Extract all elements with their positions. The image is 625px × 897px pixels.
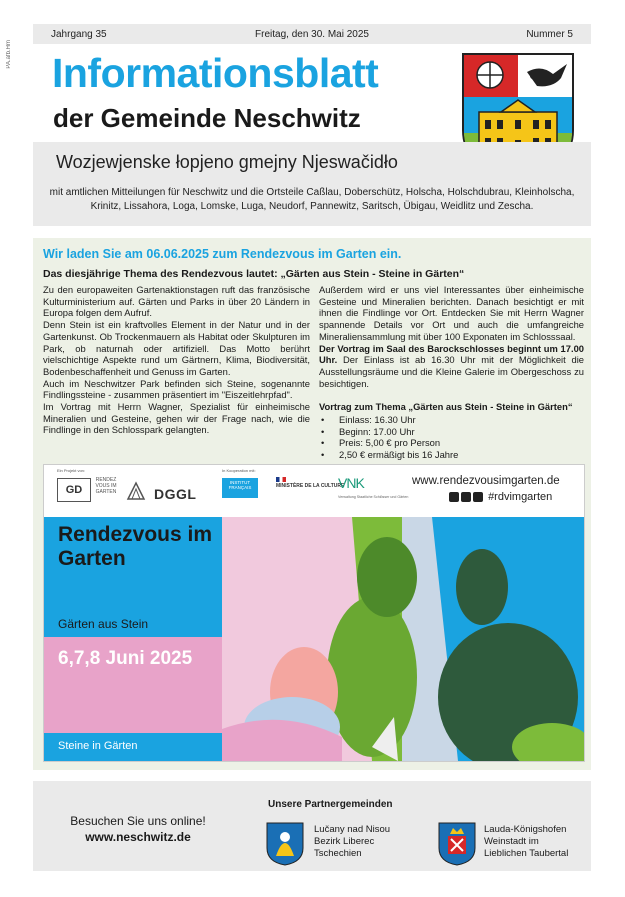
list-item: • Einlass: 16.30 Uhr [319, 414, 584, 426]
article-right-column [319, 284, 584, 461]
lecture-start-bold: Der Vortrag im Saal des Barockschlosses beginnt um 17.00 Uhr. [319, 342, 584, 366]
partner-line: Lieblichen Taubertal [484, 848, 569, 859]
list-item: • Preis: 5,00 € pro Person [319, 437, 584, 449]
dggl-mark-icon [126, 481, 146, 501]
poster-tagline: Steine in Gärten [58, 740, 138, 752]
list-item: • 2,50 € ermäßigt bis 16 Jahre [319, 449, 584, 461]
newsletter-title: Informationsblatt [52, 50, 379, 96]
partner-line: Lučany nad Nisou [314, 824, 391, 835]
rendezvous-logo: RENDEZ VOUS IM GARTEN [95, 477, 117, 495]
poster-title: Rendezvous im Garten [58, 523, 213, 570]
poster-hashtag: #rdvimgarten [488, 491, 553, 503]
article-paragraph: Zu den europaweiten Gartenaktionstagen ruft das französische Kulturministerium auf. Gärten und Parks in über 20 Ländern in Europa folgen dem Aufruf. [43, 284, 310, 319]
poster-logo-strip [44, 465, 584, 517]
vnk-logo: VNK [338, 475, 364, 491]
article-left-column [43, 284, 310, 436]
article-paragraph: Denn Stein ist ein kraftvolles Element in der Natur und in der Gartenkunst. Ob Trockenmauern als Habitat oder Skulpturen im Park, ob naturnah oder artifiziell. Das Motto berührt vielschichtige Aspekte rund um Gärtnern, Klima, Biodiversität, Bodenbeschaffenheit und Genuss im Garten. [43, 319, 310, 377]
french-flag-icon [276, 477, 286, 482]
sorbian-title: Wozjewjenske łopjeno gmejny Njeswačidło [56, 152, 398, 172]
admission-text: Der Einlass ist ab 16.30 Uhr mit der Möglichkeit die Ausstellungsräume und die Kleine Galerie im Obergeschoss zu besichtigen. [319, 354, 584, 389]
poster-website: www.rendezvousimgarten.de [412, 475, 560, 487]
poster-theme: Gärten aus Stein [58, 617, 149, 631]
issue-date: Freitag, den 30. Mai 2025 [255, 29, 369, 40]
youtube-icon [473, 492, 483, 502]
instagram-icon [449, 492, 459, 502]
event-poster [43, 464, 585, 762]
partner-lucany [314, 824, 390, 860]
volume-label: Jahrgang 35 [51, 29, 107, 40]
list-item: • Beginn: 17.00 Uhr [319, 426, 584, 438]
newsletter-subtitle: der Gemeinde Neschwitz [53, 103, 361, 133]
cooperation-label: In Kooperation mit: [222, 468, 256, 473]
vnk-subtext: Verwaltung Staatliche Schlösser und Gärten [338, 495, 409, 499]
partner-lauda [484, 824, 568, 860]
partner-line: Weinstadt im [484, 836, 539, 847]
top-bar [33, 24, 591, 44]
facebook-icon [461, 492, 471, 502]
ministere-culture-logo [276, 477, 344, 489]
social-media [449, 491, 552, 503]
visit-online-text: Besuchen Sie uns online! [70, 814, 206, 828]
institut-francais-logo: INSTITUT FRANÇAIS [222, 478, 258, 498]
partner-line: Bezirk Liberec [314, 836, 375, 847]
lucany-coat-of-arms-icon [266, 822, 304, 866]
dggl-logo: DGGL [154, 486, 197, 502]
garden-illustration [222, 517, 584, 761]
partners-heading: Unsere Partnergemeinden [268, 799, 393, 810]
ministere-text: MINISTÈRE DE LA CULTURE [276, 483, 345, 489]
project-label: Ein Projekt von: [57, 468, 86, 473]
lauda-koenigshofen-coat-of-arms-icon [438, 822, 476, 866]
article-paragraph: Außerdem wird er uns viel Interessantes über einheimische Gesteine und Mineralien berichten. Danach besichtigt er mit ihnen die Findlinge vor Ort. Entdecken Sie mit Herrn Wagner spannende Details vor Ort und auch die umfangreiche Mineraliensammlung mit über 100 Exponaten im Schlosssaal. [319, 284, 584, 342]
website-link[interactable]: www.neschwitz.de [85, 830, 191, 844]
article-paragraph [319, 343, 584, 390]
partner-line: Tschechien [314, 848, 362, 859]
intro-text: mit amtlichen Mitteilungen für Neschwitz und die Ortsteile Caßlau, Doberschütz, Holscha, Holschdubrau, Kleinholscha, Krinitz, Lissahora, Loga, Lomske, Luga, Neudorf, Pannewitz, Saritsch, Übigau, Weidlitz und Zescha. [49, 187, 575, 212]
side-code: PA.afb.Hm [6, 40, 12, 69]
issue-number: Nummer 5 [526, 29, 573, 40]
article-heading: Wir laden Sie am 06.06.2025 zum Rendezvous im Garten ein. [43, 247, 402, 261]
partner-line: Lauda-Königshofen [484, 824, 567, 835]
article-subheading: Das diesjährige Thema des Rendezvous lautet: „Gärten aus Stein - Steine in Gärten“ [43, 268, 465, 280]
article-paragraph: Im Vortrag mit Herrn Wagner, Spezialist für einheimische Mineralien und Gesteine, gehen wir der Frage nach, wie die Findlinge in den Schlosspark gelangten. [43, 401, 310, 436]
article-paragraph: Auch im Neschwitzer Park befinden sich Steine, sogenannte Findlingssteine - zusammen präsentiert im "Eiszeitlehrpfad". [43, 377, 310, 401]
lecture-title: Vortrag zum Thema „Gärten aus Stein - Steine in Gärten“ [319, 401, 573, 413]
gd-logo: GD [57, 478, 91, 502]
poster-dates: 6,7,8 Juni 2025 [58, 648, 193, 669]
lecture-details-list [319, 414, 584, 461]
